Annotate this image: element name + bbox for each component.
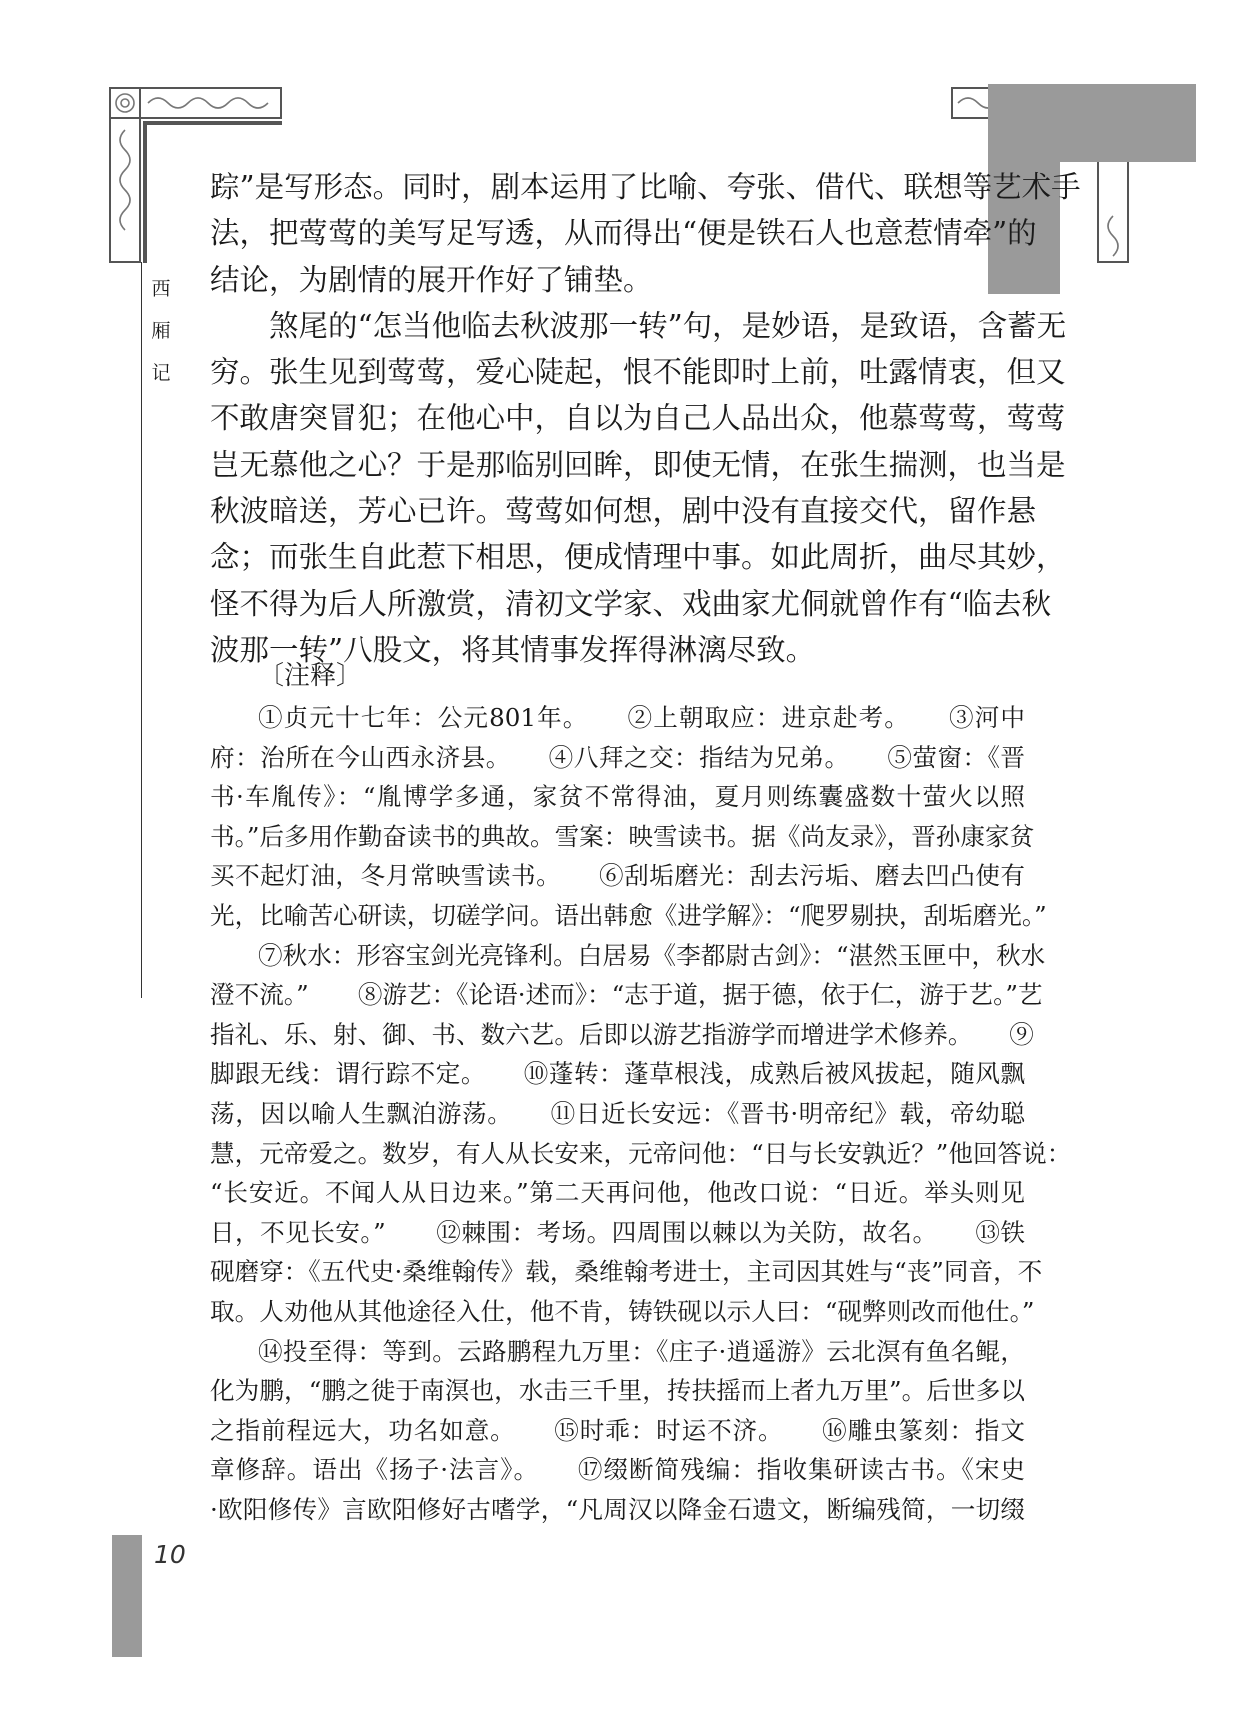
note-line: 府：治所在今山西永济县。 ④八拜之交：指结为兄弟。 ⑤萤窗：《晋 (210, 742, 1025, 772)
running-title-char: 记 (151, 362, 171, 384)
text-line: 岂无慕他之心？于是那临别回眸，即使无情，在张生揣测，也当是 (210, 447, 1066, 482)
note-line: ·欧阳修传》言欧阳修好古嗜学，“凡周汉以降金石遗文，断编残简，一切缀 (210, 1494, 1025, 1524)
text-line: 波那一转”八股文，将其情事发挥得淋漓尽致。 (210, 632, 816, 667)
note-line: 之指前程远大，功名如意。 ⑮时乖：时运不济。 ⑯雕虫篆刻：指文 (210, 1415, 1025, 1445)
note-line: 光，比喻苦心研读，切磋学问。语出韩愈《进学解》：“爬罗剔抉，刮垢磨光。” (210, 900, 1047, 930)
note-line: 指礼、乐、射、御、书、数六艺。后即以游艺指游学而增进学术修养。 ⑨ (210, 1019, 1034, 1049)
paragraph (210, 164, 1081, 303)
note-line: 砚磨穿：《五代史·桑维翰传》载，桑维翰考进士，主司因其姓与“丧”同音，不 (210, 1257, 1043, 1287)
notes (210, 698, 1072, 1529)
note-line: 脚跟无线：谓行踪不定。 ⑩蓬转：蓬草根浅，成熟后被风拔起，随风飘 (210, 1059, 1025, 1089)
paragraph (210, 303, 1067, 673)
note-line: 荡，因以喻人生飘泊游荡。 ⑪日近长安远：《晋书·明帝纪》载，帝幼聪 (210, 1098, 1025, 1128)
text-line: 秋波暗送，芳心已许。莺莺如何想，剧中没有直接交代，留作悬 (210, 494, 1037, 529)
page-number: 10 (154, 1540, 186, 1569)
page-number-bar (112, 1535, 142, 1657)
note-line: 书。”后多用作勤奋读书的典故。雪案：映雪读书。据《尚友录》，晋孙康家贫 (210, 821, 1035, 851)
note-line: 澄不流。” ⑧游艺：《论语·述而》：“志于道，据于德，依于仁，游于艺。”艺 (210, 980, 1043, 1010)
text-line: 煞尾的“怎当他临去秋波那一转”句，是妙语，是致语，含蓄无 (210, 308, 1067, 343)
running-title-char: 西 (151, 278, 171, 300)
text-line: 踪”是写形态。同时，剧本运用了比喻、夸张、借代、联想等艺术手 (210, 170, 1081, 204)
text-line: 怪不得为后人所激赏，清初文学家、戏曲家尤侗就曾作有“临去秋 (210, 586, 1052, 621)
note-line: 买不起灯油，冬月常映雪读书。 ⑥刮垢磨光：刮去污垢、磨去凹凸使有 (210, 861, 1025, 891)
text-line: 穷。张生见到莺莺，爱心陡起，恨不能即时上前，吐露情衷，但又 (210, 355, 1066, 390)
note-line: 慧，元帝爱之。数岁，有人从长安来，元帝问他：“日与长安孰近？”他回答说： (210, 1138, 1072, 1168)
note-line: 化为鹏，“鹏之徙于南溟也，水击三千里，抟扶摇而上者九万里”。后世多以 (210, 1376, 1025, 1406)
note-line: ⑦秋水：形容宝剑光亮锋利。白居易《李都尉古剑》：“湛然玉匣中，秋水 (258, 940, 1046, 970)
running-title (146, 268, 176, 394)
notes-heading: 〔注释〕 (258, 661, 363, 691)
note-line: 取。人劝他从其他途径入仕，他不肯，铸铁砚以示人曰：“砚弊则改而他仕。” (210, 1296, 1035, 1326)
note-line: 书·车胤传》：“胤博学多通，家贫不常得油，夏月则练囊盛数十萤火以照 (210, 782, 1025, 812)
body-text (210, 164, 1081, 673)
text-line: 法，把莺莺的美写足写透，从而得出“便是铁石人也意惹情牵”的 (210, 216, 1037, 251)
margin-rule (141, 262, 142, 998)
note-line: ①贞元十七年：公元801年。 ②上朝取应：进京赴考。 ③河中 (258, 703, 1025, 732)
text-line: 结论，为剧情的展开作好了铺垫。 (210, 262, 653, 297)
note-line: 日，不见长安。” ⑫棘围：考场。四周围以棘以为关防，故名。 ⑬铁 (210, 1217, 1025, 1247)
note-line: “长安近。不闻人从日边来。”第二天再问他，他改口说：“日近。举头则见 (210, 1178, 1025, 1208)
note-line: 章修辞。语出《扬子·法言》。 ⑰缀断简残编：指收集研读古书。《宋史 (210, 1455, 1025, 1485)
text-line: 念；而张生自此惹下相思，便成情理中事。如此周折，曲尽其妙， (210, 540, 1066, 575)
running-title-char: 厢 (151, 320, 171, 342)
note-line: ⑭投至得：等到。云路鹏程九万里：《庄子·逍遥游》云北溟有鱼名鲲， (258, 1336, 1025, 1366)
text-line: 不敢唐突冒犯；在他心中，自以为自己人品出众，他慕莺莺，莺莺 (210, 401, 1066, 436)
